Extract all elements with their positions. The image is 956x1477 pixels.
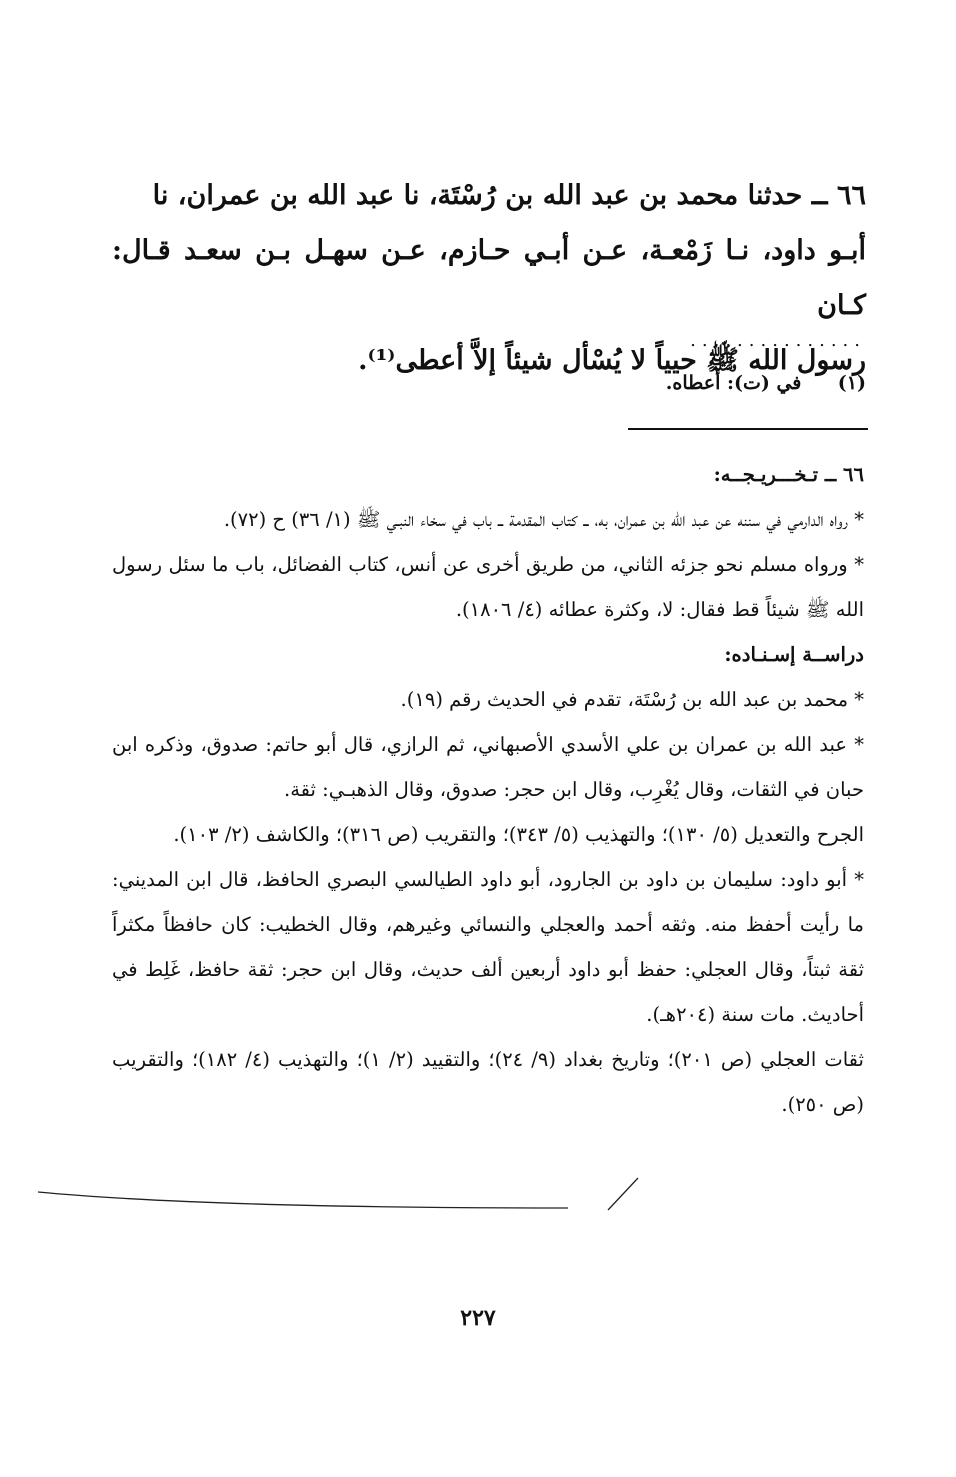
handwritten-strike-mark [28,1170,788,1230]
section-rule [628,428,868,430]
page-number: ٢٢٧ [460,1305,496,1331]
takhrij-paragraph: * رواه الدارمي في سننه عن عبد الله بن عمران، به، ــ كتاب المقدمة ــ باب في سخاء النبـي ﷺ (١/ ٣٦) ح (٧٢). [223,508,864,531]
footnote-separator-dots: ............... [690,330,866,351]
dirasa-paragraph: * أبو داود: سليمان بن داود بن الجارود، أبو داود الطيالسي البصري الحافظ، قال ابن المديني: ما رأيت أحفظ منه. وثقه أحمد والعجلي والنسائي وغيرهم، وقال الخطيب: كان حافظاً مكثراً ثقة ثبتاً، وقال العجلي: حفظ أبو داود أربعين ألف حديث، وقال ابن حجر: ثقة حافظ، غَلِط في أحاديث. مات سنة (٢٠٤هـ). [112,868,864,1026]
dirasa-paragraph: ثقات العجلي (ص ٢٠١)؛ وتاريخ بغداد (٩/ ٢٤)؛ والتقييد (٢/ ١)؛ والتهذيب (٤/ ١٨٢)؛ والتقريب (ص ٢٥٠). [112,1048,864,1116]
hadith-text [112,168,866,388]
dirasa-paragraph: * عبد الله بن عمران بن علي الأسدي الأصبهاني، ثم الرازي، قال أبو حاتم: صدوق، وذكره ابن حبان في الثقات، وقال يُغْرِب، وقال ابن حجر: صدوق، وقال الذهبـي: ثقة. [112,733,864,801]
footnote [266,366,866,400]
dirasa-paragraph: * محمد بن عبد الله بن رُسْتَة، تقدم في الحديث رقم (١٩). [400,688,864,711]
takhrij-heading: ٦٦ ــ تـخـــريـجــه: [713,463,864,486]
dirasa-paragraph: الجرح والتعديل (٥/ ١٣٠)؛ والتهذيب (٥/ ٣٤٣)؛ والتقريب (ص ٣١٦)؛ والكاشف (٢/ ١٠٣). [173,823,864,846]
hadith-line-2: أبـو داود، نـا زَمْعـة، عـن أبـي حـازم، عـن سهـل بـن سعـد قـال: كـان [112,235,866,321]
dirasa-heading: دراســة إسـنـاده: [724,643,864,666]
takhrij-paragraph: * ورواه مسلم نحو جزئه الثاني، من طريق أخرى عن أنس، كتاب الفضائل، باب ما سئل رسول الله ﷺ شيئاً قط فقال: لا، وكثرة عطائه (٤/ ١٨٠٦). [112,553,864,621]
hadith-line-3: رسول الله ﷺ حيياً لا يُسْأل شيئاً إلاَّ أعطى⁽¹⁾. [358,345,866,376]
footnote-text: في (ت): أعطاه. [665,372,802,394]
takhrij-section [112,452,864,1127]
footnote-number: (١) [837,372,866,394]
hadith-line-1: ٦٦ ــ حدثنا محمد بن عبد الله بن رُسْتَة، نا عبد الله بن عمران، نا [152,180,866,211]
